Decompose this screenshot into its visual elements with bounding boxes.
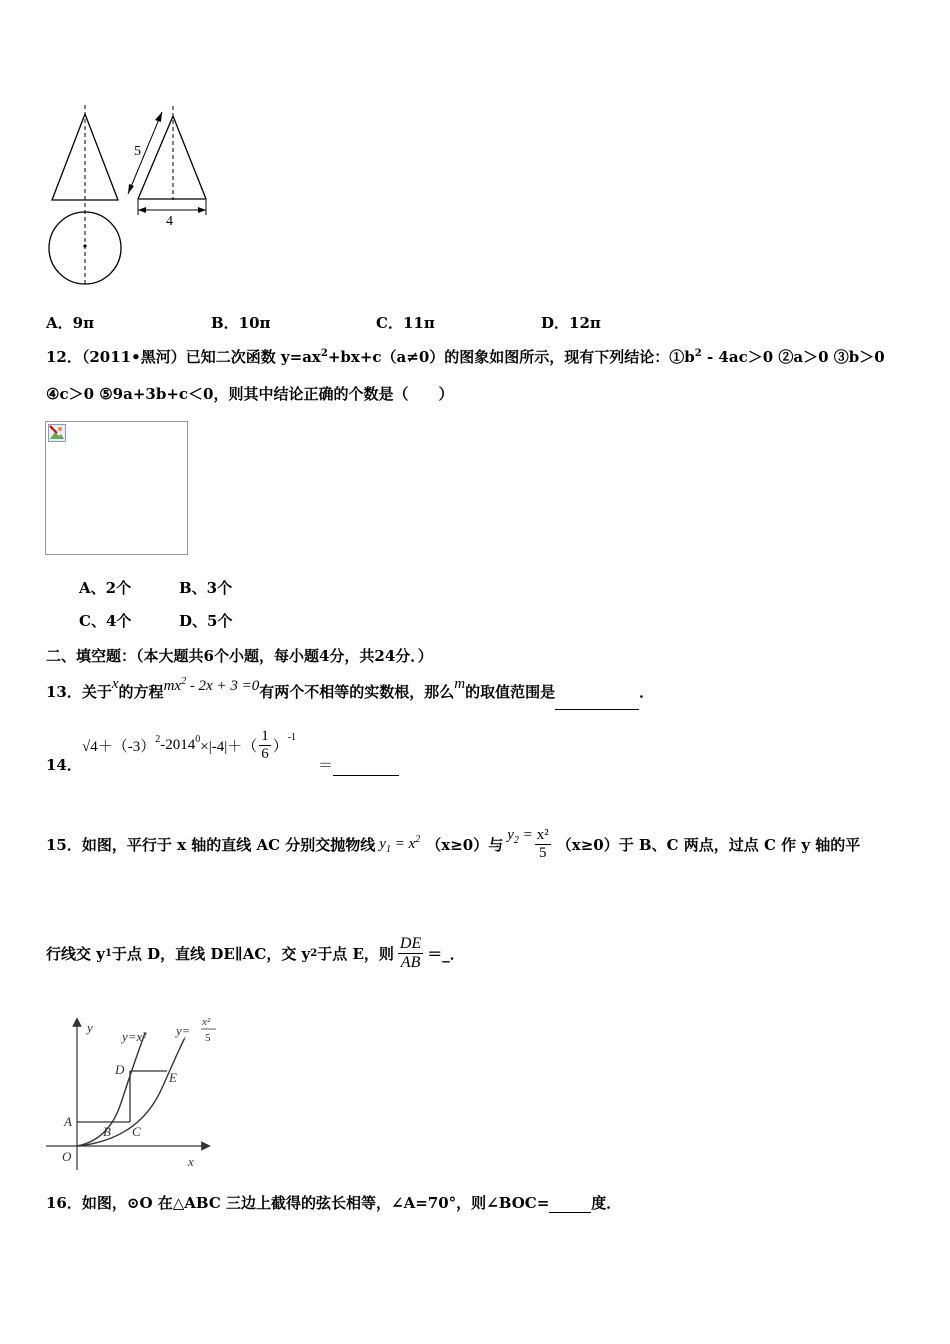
broken-image-icon — [48, 424, 66, 442]
q13-text: 13．关于x的方程$mx^2 - 2x + 3 =0$有两个不相等的实数根，那么m的取值范围是 ． — [46, 672, 654, 710]
label-d: D — [115, 1062, 125, 1077]
q14-expression: √4＋（-3） $^2$ -2014 $^0$ ×|-4|＋（ $\frac{1}{6}$ ） $^{-1}$ — [82, 728, 297, 762]
q15-parabola-graph — [44, 1008, 224, 1178]
label-a: A — [64, 1114, 72, 1129]
slant-arrow-top — [155, 112, 162, 122]
q14-fraction: $\frac{1}{6}$ — [261, 728, 269, 762]
cone-views-figure — [44, 100, 219, 292]
q15-line2: 行线交 y 1 于点 D，直线 DE∥AC，交 y 2 于点 E，则 $\frac{DE}{AB}$ ＝_． — [46, 934, 465, 971]
q12-line2: ④c＞0 ⑤9a+3b+c＜0，则其中结论正确的个数是（ ） — [46, 385, 454, 403]
q13-answer-blank[interactable] — [555, 675, 639, 710]
q11-option-d: D．12π — [541, 314, 601, 332]
q16-text: 16．如图，⊙O 在△ABC 三边上截得的弦长相等，∠A=70°，则∠BOC= 度． — [46, 1194, 622, 1212]
base-arrow-left — [138, 207, 146, 213]
q12-line1: 12．（2011•黑河）已知二次函数 $y=ax^2+bx+c(a\ne 0)$的图象如图所示，现有下列结论：$①b^2 - 4ac>0$ ②a＞0 ③b＞0 — [46, 348, 885, 366]
label-b: B — [103, 1124, 111, 1139]
base-label: 4 — [166, 214, 173, 229]
q14-equals: ＝ — [318, 754, 399, 776]
slant-arrow-bottom — [128, 184, 134, 194]
side-view-triangle — [138, 116, 206, 199]
top-view-center — [83, 244, 86, 247]
label-curve2-prefix: y= — [176, 1023, 191, 1038]
base-arrow-right — [198, 207, 206, 213]
q16-answer-blank[interactable] — [549, 1194, 591, 1213]
q14-number: 14． — [46, 756, 82, 774]
label-y: y — [87, 1020, 93, 1035]
label-c: C — [132, 1124, 141, 1139]
q15-line1: 15．如图，平行于 x 轴的直线 AC 分别交抛物线 $y_1 = x^2$ （x≥0）与 $y_2$ = $\frac{\text{x²}}{5}$ （x≥0）于 B、C 两点，过点 C 作 y 轴的平 — [46, 826, 861, 861]
q12-option-b: B、3个 — [179, 579, 233, 597]
q11-option-c: C．11π — [376, 314, 435, 332]
q14-answer-blank[interactable] — [333, 758, 399, 776]
label-curve2-den: 5 — [205, 1032, 211, 1044]
q11-option-a: A．9π — [46, 314, 95, 332]
q11-option-b: B．10π — [211, 314, 271, 332]
q15-y2-fraction: $\frac{\text{x²}}{5}$ — [536, 827, 549, 861]
label-curve2-num: x² — [202, 1016, 211, 1028]
curve-y2 — [77, 1038, 185, 1146]
q12-option-c: C、4个 — [79, 612, 132, 630]
label-e: E — [169, 1070, 177, 1085]
q12-option-a: A、2个 — [79, 579, 132, 597]
q15-de-ab-fraction: $\frac{DE}{AB}$ — [399, 934, 422, 971]
q12-option-d: D、5个 — [179, 612, 233, 630]
label-curve1: y=x² — [122, 1029, 147, 1044]
label-x: x — [188, 1154, 194, 1169]
section2-title: 二、填空题：（本大题共6个小题，每小题4分，共24分．） — [46, 647, 433, 665]
q12-graph-placeholder — [45, 421, 188, 555]
slant-label: 5 — [134, 144, 141, 159]
label-o: O — [62, 1149, 72, 1164]
